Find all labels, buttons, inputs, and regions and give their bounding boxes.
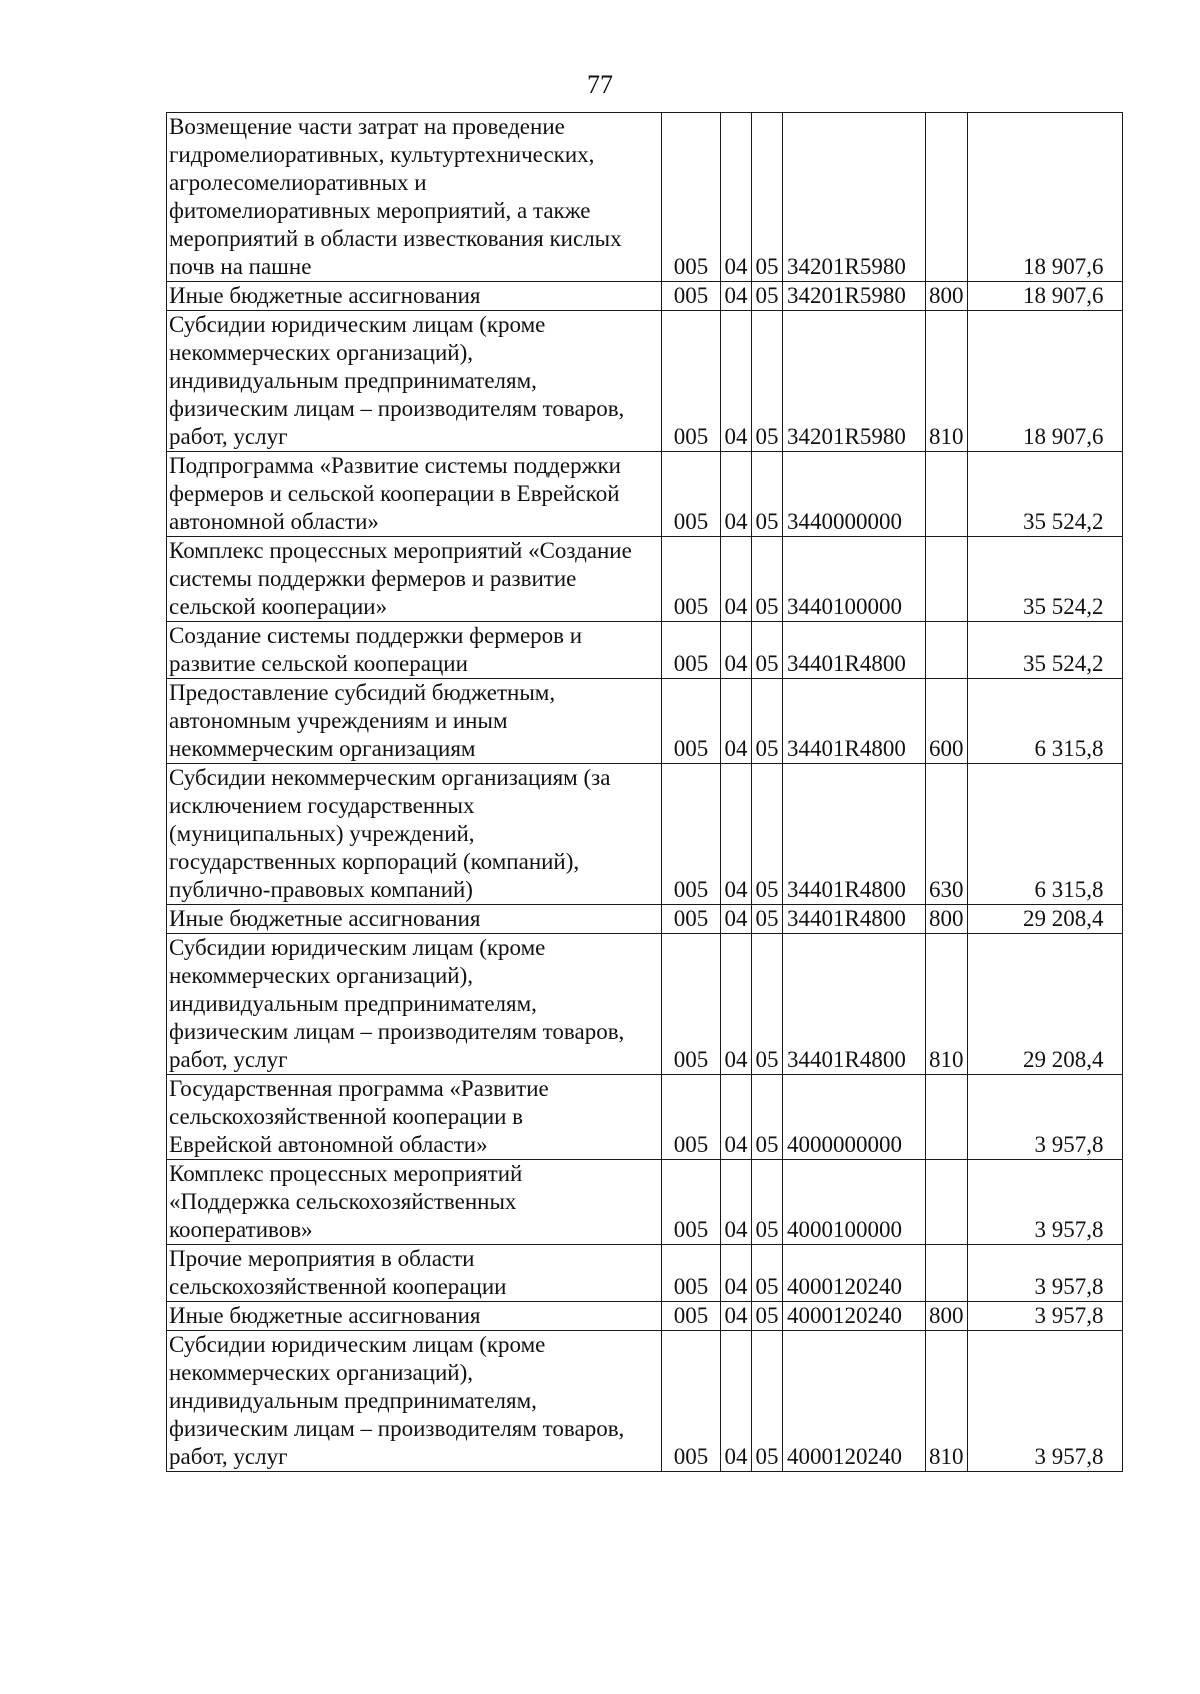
expense-type-cell	[926, 452, 968, 537]
expense-type-cell: 810	[926, 311, 968, 452]
target-article-cell: 34401R4800	[783, 934, 926, 1075]
item-name-cell	[167, 1075, 662, 1160]
item-name-line: Комплекс процессных мероприятий «Создание	[169, 538, 632, 563]
grbs-code-cell: 005	[662, 934, 721, 1075]
grbs-code-cell: 005	[662, 1302, 721, 1331]
item-name-line: Иные бюджетные ассигнования	[169, 906, 481, 931]
expense-type-cell: 800	[926, 905, 968, 934]
item-name-line: Субсидии юридическим лицам (кроме	[169, 312, 546, 337]
item-name-cell	[167, 113, 662, 282]
grbs-code-cell: 005	[662, 452, 721, 537]
amount-cell: 29 208,4	[967, 934, 1122, 1075]
item-name-line: работ, услуг	[169, 424, 288, 449]
subsection-code-cell: 05	[752, 1160, 783, 1245]
item-name-line: Прочие мероприятия в области	[169, 1246, 475, 1271]
target-article-cell: 4000100000	[783, 1160, 926, 1245]
target-article-cell: 4000120240	[783, 1331, 926, 1472]
item-name-line: (муниципальных) учреждений,	[169, 821, 475, 846]
amount-cell: 3 957,8	[967, 1331, 1122, 1472]
item-name-line: сельскохозяйственной кооперации	[169, 1274, 507, 1299]
target-article-cell: 4000000000	[783, 1075, 926, 1160]
target-article-cell: 34401R4800	[783, 764, 926, 905]
item-name-line: Государственная программа «Развитие	[169, 1076, 549, 1101]
item-name-cell	[167, 311, 662, 452]
subsection-code-cell: 05	[752, 452, 783, 537]
amount-cell: 35 524,2	[967, 622, 1122, 679]
item-name-line: сельской кооперации»	[169, 594, 388, 619]
expense-type-cell	[926, 537, 968, 622]
item-name-line: работ, услуг	[169, 1444, 288, 1469]
target-article-cell: 4000120240	[783, 1245, 926, 1302]
amount-cell: 3 957,8	[967, 1160, 1122, 1245]
target-article-cell: 34201R5980	[783, 282, 926, 311]
item-name-line: Субсидии юридическим лицам (кроме	[169, 935, 546, 960]
grbs-code-cell: 005	[662, 311, 721, 452]
item-name-line: фермеров и сельской кооперации в Еврейской	[169, 481, 620, 506]
item-name-line: автономной области»	[169, 509, 379, 534]
expense-type-cell: 600	[926, 679, 968, 764]
amount-cell: 18 907,6	[967, 113, 1122, 282]
item-name-cell	[167, 537, 662, 622]
table-row	[167, 1302, 1123, 1331]
section-code-cell: 04	[721, 905, 752, 934]
item-name-line: Иные бюджетные ассигнования	[169, 1303, 481, 1328]
item-name-line: исключением государственных	[169, 793, 475, 818]
target-article-cell: 34201R5980	[783, 311, 926, 452]
grbs-code-cell: 005	[662, 905, 721, 934]
expense-type-cell: 800	[926, 1302, 968, 1331]
item-name-cell	[167, 679, 662, 764]
expense-type-cell	[926, 1245, 968, 1302]
amount-cell: 3 957,8	[967, 1302, 1122, 1331]
section-code-cell: 04	[721, 1160, 752, 1245]
item-name-line: Субсидии юридическим лицам (кроме	[169, 1332, 546, 1357]
subsection-code-cell: 05	[752, 679, 783, 764]
item-name-line: Еврейской автономной области»	[169, 1132, 488, 1157]
section-code-cell: 04	[721, 1331, 752, 1472]
section-code-cell: 04	[721, 452, 752, 537]
item-name-cell	[167, 452, 662, 537]
item-name-line: работ, услуг	[169, 1047, 288, 1072]
target-article-cell: 4000120240	[783, 1302, 926, 1331]
section-code-cell: 04	[721, 679, 752, 764]
item-name-cell	[167, 1331, 662, 1472]
subsection-code-cell: 05	[752, 282, 783, 311]
amount-cell: 35 524,2	[967, 537, 1122, 622]
amount-cell: 6 315,8	[967, 764, 1122, 905]
amount-cell: 3 957,8	[967, 1245, 1122, 1302]
subsection-code-cell: 05	[752, 1075, 783, 1160]
subsection-code-cell: 05	[752, 311, 783, 452]
grbs-code-cell: 005	[662, 113, 721, 282]
expense-type-cell	[926, 1160, 968, 1245]
item-name-line: Подпрограмма «Развитие системы поддержки	[169, 453, 621, 478]
section-code-cell: 04	[721, 311, 752, 452]
table-row	[167, 679, 1123, 764]
page-number: 77	[587, 70, 613, 99]
amount-cell: 18 907,6	[967, 282, 1122, 311]
item-name-line: Создание системы поддержки фермеров и	[169, 623, 583, 648]
amount-cell: 18 907,6	[967, 311, 1122, 452]
item-name-line: автономным учреждениям и иным	[169, 708, 508, 733]
item-name-cell	[167, 1302, 662, 1331]
grbs-code-cell: 005	[662, 1075, 721, 1160]
expense-type-cell: 810	[926, 934, 968, 1075]
item-name-line: индивидуальным предпринимателям,	[169, 368, 537, 393]
target-article-cell: 34401R4800	[783, 679, 926, 764]
table-row	[167, 764, 1123, 905]
item-name-line: индивидуальным предпринимателям,	[169, 991, 537, 1016]
table-row	[167, 537, 1123, 622]
grbs-code-cell: 005	[662, 537, 721, 622]
table-row	[167, 622, 1123, 679]
item-name-line: системы поддержки фермеров и развитие	[169, 566, 577, 591]
item-name-line: физическим лицам – производителям товаров,	[169, 396, 625, 421]
subsection-code-cell: 05	[752, 537, 783, 622]
table-row	[167, 1075, 1123, 1160]
table-row	[167, 113, 1123, 282]
item-name-line: государственных корпораций (компаний),	[169, 849, 580, 874]
table-row	[167, 905, 1123, 934]
item-name-cell	[167, 622, 662, 679]
item-name-line: публично-правовых компаний)	[169, 877, 473, 902]
grbs-code-cell: 005	[662, 282, 721, 311]
item-name-cell	[167, 282, 662, 311]
item-name-line: почв на пашне	[169, 254, 312, 279]
section-code-cell: 04	[721, 622, 752, 679]
item-name-line: сельскохозяйственной кооперации в	[169, 1104, 524, 1129]
target-article-cell: 34401R4800	[783, 622, 926, 679]
subsection-code-cell: 05	[752, 934, 783, 1075]
item-name-line: некоммерческих организаций),	[169, 1360, 474, 1385]
section-code-cell: 04	[721, 282, 752, 311]
expense-type-cell	[926, 622, 968, 679]
target-article-cell: 3440100000	[783, 537, 926, 622]
item-name-line: некоммерческих организаций),	[169, 340, 474, 365]
table-body	[167, 113, 1123, 1472]
item-name-line: кооперативов»	[169, 1217, 313, 1242]
amount-cell: 3 957,8	[967, 1075, 1122, 1160]
expense-type-cell	[926, 113, 968, 282]
item-name-cell	[167, 764, 662, 905]
section-code-cell: 04	[721, 764, 752, 905]
grbs-code-cell: 005	[662, 1331, 721, 1472]
grbs-code-cell: 005	[662, 1245, 721, 1302]
grbs-code-cell: 005	[662, 764, 721, 905]
subsection-code-cell: 05	[752, 1331, 783, 1472]
table-row	[167, 282, 1123, 311]
table-row	[167, 1245, 1123, 1302]
item-name-line: физическим лицам – производителям товаров,	[169, 1416, 625, 1441]
subsection-code-cell: 05	[752, 1245, 783, 1302]
grbs-code-cell: 005	[662, 679, 721, 764]
item-name-line: Предоставление субсидий бюджетным,	[169, 680, 556, 705]
section-code-cell: 04	[721, 1302, 752, 1331]
expense-type-cell: 630	[926, 764, 968, 905]
item-name-line: развитие сельской кооперации	[169, 651, 468, 676]
amount-cell: 35 524,2	[967, 452, 1122, 537]
subsection-code-cell: 05	[752, 1302, 783, 1331]
item-name-line: некоммерческих организаций),	[169, 963, 474, 988]
item-name-line: Субсидии некоммерческим организациям (за	[169, 765, 611, 790]
section-code-cell: 04	[721, 1075, 752, 1160]
subsection-code-cell: 05	[752, 905, 783, 934]
subsection-code-cell: 05	[752, 764, 783, 905]
item-name-line: Возмещение части затрат на проведение	[169, 114, 565, 139]
item-name-line: индивидуальным предпринимателям,	[169, 1388, 537, 1413]
section-code-cell: 04	[721, 1245, 752, 1302]
item-name-line: фитомелиоративных мероприятий, а также	[169, 198, 591, 223]
table-row	[167, 452, 1123, 537]
item-name-line: мероприятий в области известкования кислых	[169, 226, 622, 251]
item-name-line: некоммерческим организациям	[169, 736, 476, 761]
item-name-cell	[167, 905, 662, 934]
grbs-code-cell: 005	[662, 1160, 721, 1245]
item-name-line: Комплекс процессных мероприятий	[169, 1161, 523, 1186]
expense-type-cell: 810	[926, 1331, 968, 1472]
item-name-line: физическим лицам – производителям товаров,	[169, 1019, 625, 1044]
item-name-cell	[167, 1160, 662, 1245]
section-code-cell: 04	[721, 113, 752, 282]
table-row	[167, 934, 1123, 1075]
expense-type-cell: 800	[926, 282, 968, 311]
item-name-line: агролесомелиоративных и	[169, 170, 427, 195]
grbs-code-cell: 005	[662, 622, 721, 679]
target-article-cell: 34201R5980	[783, 113, 926, 282]
amount-cell: 29 208,4	[967, 905, 1122, 934]
expense-type-cell	[926, 1075, 968, 1160]
item-name-cell	[167, 1245, 662, 1302]
table-row	[167, 1160, 1123, 1245]
item-name-cell	[167, 934, 662, 1075]
target-article-cell: 34401R4800	[783, 905, 926, 934]
target-article-cell: 3440000000	[783, 452, 926, 537]
section-code-cell: 04	[721, 537, 752, 622]
item-name-line: гидромелиоративных, культуртехнических,	[169, 142, 595, 167]
subsection-code-cell: 05	[752, 622, 783, 679]
table-row	[167, 1331, 1123, 1472]
table-row	[167, 311, 1123, 452]
subsection-code-cell: 05	[752, 113, 783, 282]
section-code-cell: 04	[721, 934, 752, 1075]
amount-cell: 6 315,8	[967, 679, 1122, 764]
item-name-line: Иные бюджетные ассигнования	[169, 283, 481, 308]
item-name-line: «Поддержка сельскохозяйственных	[169, 1189, 517, 1214]
budget-table	[166, 112, 1123, 1472]
